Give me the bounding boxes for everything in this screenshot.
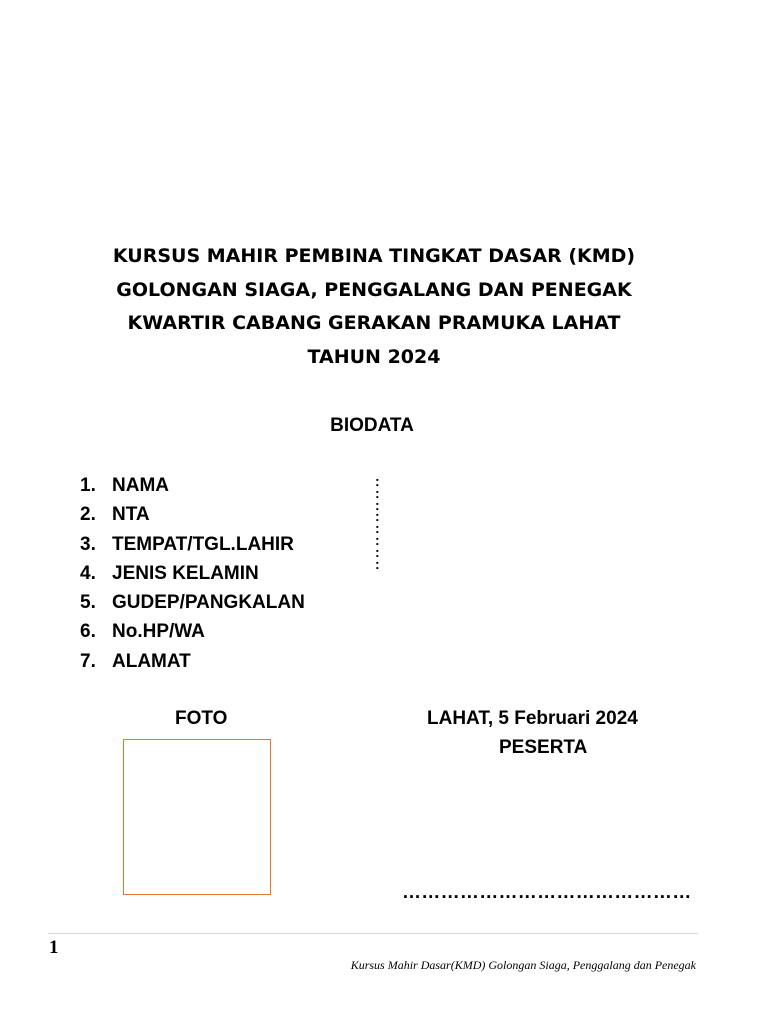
field-label: No.HP/WA: [112, 621, 205, 643]
heading-line-2: GOLONGAN SIAGA, PENGGALANG DAN PENEGAK: [116, 278, 632, 301]
field-number: 5.: [80, 592, 96, 614]
field-nta: [80, 503, 305, 532]
field-label: NTA: [112, 504, 150, 526]
field-number: 2.: [80, 504, 96, 526]
field-no-hp-wa: [80, 620, 305, 649]
biodata-title: BIODATA: [330, 415, 414, 436]
field-label: JENIS KELAMIN: [112, 562, 259, 584]
heading-line-3: KWARTIR CABANG GERAKAN PRAMUKA LAHAT: [127, 312, 621, 334]
field-number: 1.: [80, 475, 96, 496]
signature-role: PESERTA: [499, 737, 588, 758]
field-alamat: [80, 650, 305, 679]
field-label: NAMA: [112, 475, 169, 496]
field-gudep-pangkalan: [80, 591, 305, 620]
document-heading: [0, 240, 748, 374]
field-nama: [80, 474, 305, 503]
field-colon: :: [375, 520, 380, 537]
field-number: 7.: [80, 650, 96, 672]
field-colon: :: [375, 508, 380, 525]
field-jenis-kelamin: [80, 562, 305, 591]
field-colon: :: [375, 543, 380, 560]
footer-text: Kursus Mahir Dasar(KMD) Golongan Siaga, Penggalang dan Penegak: [350, 958, 696, 972]
biodata-field-list: [80, 474, 305, 679]
field-label: GUDEP/PANGKALAN: [112, 592, 305, 614]
photo-label: FOTO: [175, 708, 228, 729]
signature-dotted-line: ………………………………………: [402, 882, 692, 903]
field-tempat-tgl-lahir: [80, 533, 305, 562]
field-colon: :: [375, 473, 380, 489]
field-colon: :: [375, 531, 380, 548]
heading-line-1: KURSUS MAHIR PEMBINA TINGKAT DASAR (KMD): [112, 245, 636, 267]
field-number: 6.: [80, 621, 96, 643]
field-colon: :: [375, 484, 380, 501]
field-number: 3.: [80, 533, 96, 555]
field-number: 4.: [80, 562, 96, 584]
heading-line-4: TAHUN 2024: [307, 345, 441, 368]
field-label: ALAMAT: [112, 650, 191, 672]
field-label: TEMPAT/TGL.LAHIR: [112, 533, 294, 555]
photo-box: [123, 739, 271, 895]
signature-place-date: LAHAT, 5 Februari 2024: [427, 708, 638, 729]
page-number: 1: [49, 937, 59, 958]
field-colon: :: [375, 555, 380, 572]
field-colon: :: [375, 496, 380, 513]
field-colon-column: [375, 473, 380, 572]
footer-divider: [48, 933, 698, 934]
